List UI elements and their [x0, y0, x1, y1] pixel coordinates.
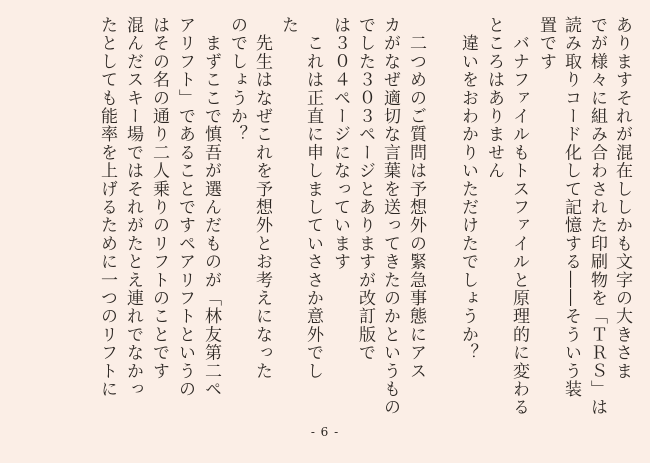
text-line: はその名の通り二人乗りのリフトのことです — [149, 16, 169, 380]
text-line: 読み取りコード化して記憶する――そういう装 — [561, 16, 581, 399]
text-line: バナファイルもトスファイルと原理的に変わる — [509, 16, 529, 417]
text-line: 違いをおわかりいただけたでしょうか？ — [458, 16, 478, 362]
text-line: た — [278, 16, 298, 35]
text-line: でした３０３ページとありますが改訂版で — [355, 16, 375, 362]
text-line: 先生はなぜこれを予想外とお考えになった — [252, 16, 272, 380]
text-line: でが様々に組み合わされた印刷物を「ＴＲＳ」は — [587, 16, 607, 417]
text-line: アリフト」であることですペアリフトというの — [175, 16, 195, 399]
text-line: カがなぜ適切な言葉を送ってきたのかというもの — [380, 16, 400, 417]
text-line: ありますそれが混在ししかも文字の大きさま — [612, 16, 632, 380]
text-line: ところはありません — [484, 16, 504, 180]
text-line: まずここで慎吾が選んだものが「林友第二ペ — [201, 16, 221, 399]
vertical-text-body — [0, 16, 650, 416]
text-line: 置です — [536, 16, 556, 71]
text-line: たとしても能率を上げるために一つのリフトに — [97, 16, 117, 399]
text-line: のでしょうか？ — [227, 16, 247, 144]
text-line: 二つめのご質問は予想外の緊急事態にアス — [406, 16, 426, 380]
page-number: - 6 - — [310, 425, 340, 439]
text-line: 混んだスキー場ではそれがたとえ連れでなかっ — [123, 16, 143, 399]
text-line: これは正直に申しましていささか意外でし — [303, 16, 323, 380]
text-line: は３０４ページになっています — [330, 16, 350, 271]
